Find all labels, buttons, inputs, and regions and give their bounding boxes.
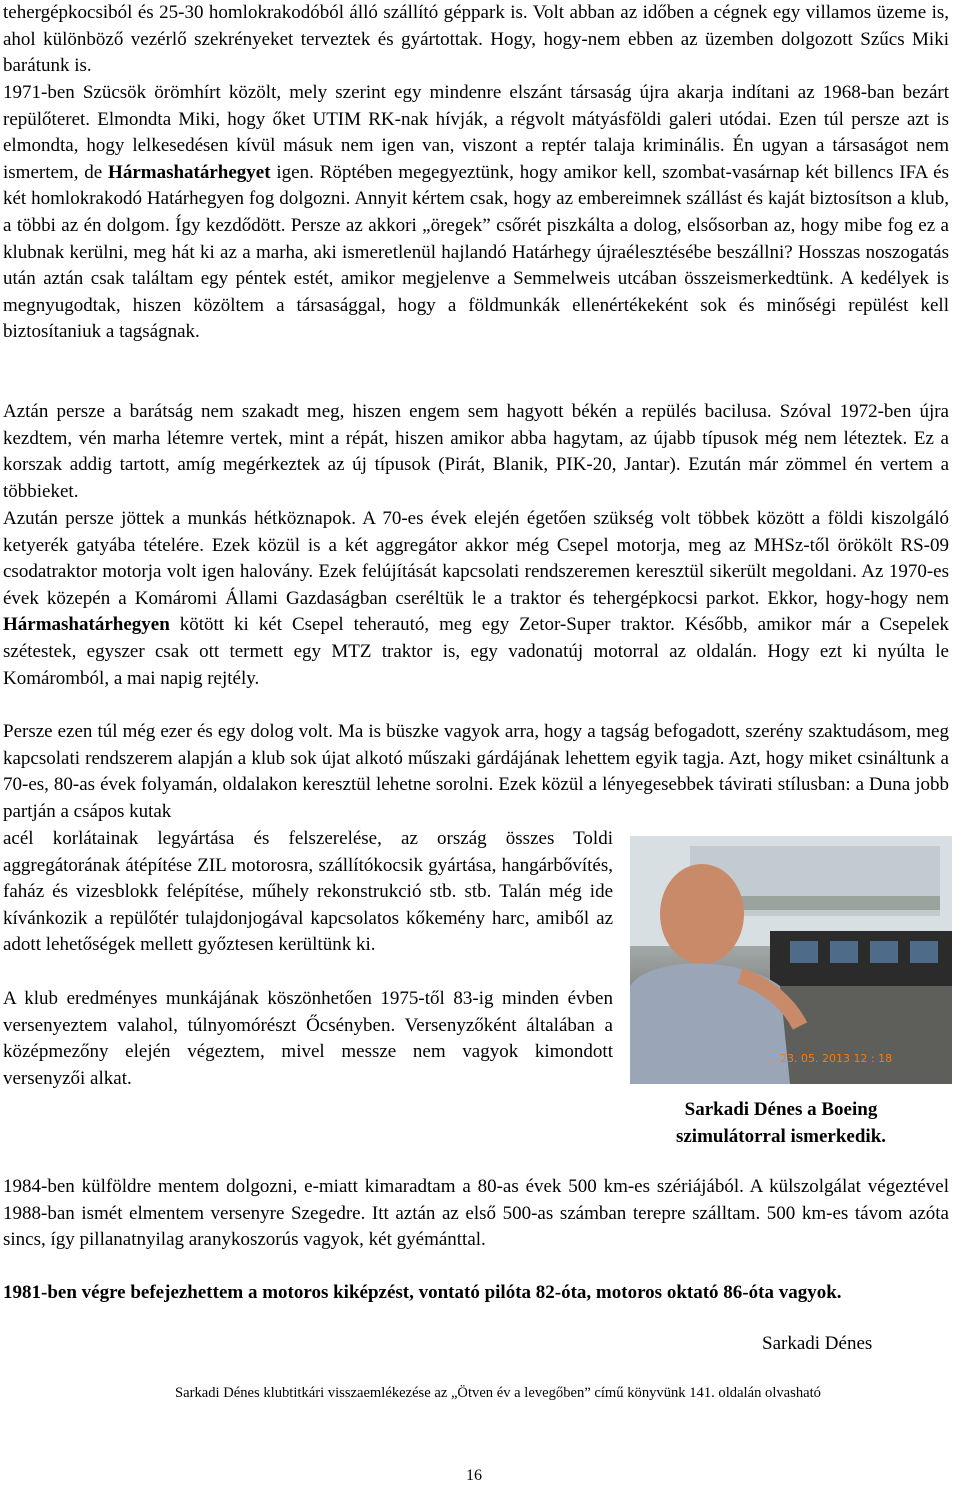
bold-text: 1981-ben végre befejezhettem a motoros kiképzést, vontató pilóta 82-óta, motoros oktató 86-óta vagyok. xyxy=(3,1282,842,1303)
photo-illustration xyxy=(630,836,952,1084)
paragraph-8 xyxy=(3,1174,949,1254)
text-run: acél korlátainak legyártása és felszerelése, az ország összes Toldi aggregátorának átépítése ZIL motorosra, szállítókocsik gyártása, hangárbővítés, faház és vizesblokk felépítése, műhely rekonstrukció stb. stb. Talán még ide kívánkozik a repülőtér tulajdonjogával kapcsolatos kőkemény harc, amiből az adott lehetőségek mellett győztesen kerültünk ki. xyxy=(3,828,613,956)
paragraph-2 xyxy=(3,80,949,346)
bold-text: Hármashatárhegyen xyxy=(3,614,170,636)
text-run: 1984-ben külföldre mentem dolgozni, e-miatt kimaradtam a 80-as évek 500 km-es szériájából. A külszolgálat végeztével 1988-ban ismét elmentem versenyre Szegedre. Itt aztán az első 500-as számban terepre szálltam. 500 km-es távom azóta sincs, így pillanatnyilag aranykoszorús vagyok, két gyémánttal. xyxy=(3,1176,949,1251)
source-note: Sarkadi Dénes klubtitkári visszaemlékezése az „Ötven év a levegőben” című könyvünk 141. oldalán olvasható xyxy=(175,1385,821,1401)
page-number: 16 xyxy=(466,1467,482,1484)
paragraph-3 xyxy=(3,399,949,505)
text-run: Persze ezen túl még ezer és egy dolog volt. Ma is büszke vagyok arra, hogy a tagság befogadott, szerény szaktudásom, meg kapcsolati rendszerem alapján a klub sok újat alkotó műszaki gárdájának lehettem egyik tagja. Azt, hogy miket csináltunk a 70-es, 80-as évek folyamán, oldalakon keresztül lehetne sorolni. Ezek közül a lényegesebbek távirati stílusban: a Duna jobb partján a csápos kutak xyxy=(3,721,949,822)
text-run: Azután persze jöttek a munkás hétköznapok. A 70-es évek elején égetően szükség volt többek között a földi kiszolgáló ketyerék gatyába tételére. Ezek közül is a két aggregátor akkor még Csepel motorja, meg az MHSz-től örökölt RS-09 csodatraktor motorja volt igen halovány. Ezek felújítását kapcsolati rendszeremen keresztül sikerült megoldani. Az 1970-es évek közepén a Komáromi Állami Gazdaságban cseréltük le a traktor és tehergépkocsi parkot. Ekkor, hogy-hogy nem xyxy=(3,508,949,609)
text-run: Aztán persze a barátság nem szakadt meg, hiszen engem sem hagyott békén a repülés bacilusa. Szóval 1972-ben újra kezdtem, vén marha létemre vertek, mint a répát, hiszen amikor abba hagytam, az újabb típusok még nem léteztek. Ez a korszak addig tartott, amíg megérkeztek az új típusok (Pirát, Blanik, PIK-20, Jantar). Ezután már zömmel én vertem a többieket. xyxy=(3,401,949,502)
caption-line-2: szimulátorral ismerkedik. xyxy=(675,1126,887,1147)
paragraph-1 xyxy=(3,0,949,80)
photo-caption xyxy=(630,1096,932,1150)
text-run: igen. Röptében megegyeztünk, hogy amikor kell, szombat-vasárnap két billencs IFA és két homlokrakodó Határhegyen fog dolgozni. Annyit kértem csak, hogy az embereimnek szállást és kaját biztosítson a klub, a többi az én dolgom. Így kezdődött. Persze az akkori „öregek” csőrét piszkálta a dolog, elsősorban az, hogy mibe fog ez a klubnak kerülni, meg hát ki az a marha, aki ismeretlenül hajlandó Határhegy újraélesztésébe beszállni? Hosszas noszogatás után aztán csak találtam egy péntek estét, amikor megjelenve a Semmelweis utcában összeismerkedtünk. A kedélyek is megnyugodtak, hiszen közöltem a társasággal, hogy a földmunkák ellenértékeként sok és minőségi repülést kell biztosítaniuk a tagságnak. xyxy=(3,161,949,343)
paragraph-4 xyxy=(3,506,949,692)
text-run: kötött ki két Csepel teherautó, meg egy Zetor-Super traktor. Később, amikor már a Csepelek szétestek, egyszer csak ott termett egy MTZ traktor is, egy vadonatúj motorral az oldalán. Hogy ezt ki nyúlta le Komáromból, a mai napig rejtély. xyxy=(3,614,949,689)
text-run: 1971-ben Szücsök örömhírt közölt, mely szerint egy mindenre elszánt társaság újra akarja indítani az 1968-ban bezárt repülőteret. Elmondta Miki, hogy őket UTIM RK-nak hívják, a régvolt mátyásföldi galeri utódai. Ezen túl persze azt is elmondta, hogy lelkesedésen kívül másuk nem igen van, viszont a reptér talaja kriminális. Én ugyan a társaságot nem ismertem, de xyxy=(3,82,949,183)
paragraph-6 xyxy=(3,826,613,959)
text-run: A klub eredményes munkájának köszönhetően 1975-től 83-ig minden évben versenyeztem valahol, túlnyomórészt Őcsényben. Versenyzőként általában a középmezőny elején végeztem, mivel messze nem vagyok kimondott versenyzői alkat. xyxy=(3,988,613,1089)
simulator-photo xyxy=(630,836,952,1084)
paragraph-7 xyxy=(3,986,613,1092)
photo-timestamp: 23. 05. 2013 12 : 18 xyxy=(780,1052,893,1065)
text-run: tehergépkocsiból és 25-30 homlokrakodóból álló szállító géppark is. Volt abban az időben a cégnek egy villamos üzeme is, ahol különböző vezérlő szekrényeket terveztek és gyártottak. Hogy, hogy-nem ebben az üzemben dolgozott Szűcs Miki barátunk is. xyxy=(3,2,949,77)
bold-text: Hármashatárhegyet xyxy=(108,161,271,183)
caption-line-1: Sarkadi Dénes a Boeing xyxy=(684,1099,878,1120)
paragraph-9 xyxy=(3,1280,949,1307)
paragraph-5 xyxy=(3,719,949,825)
author-signature: Sarkadi Dénes xyxy=(762,1333,873,1354)
